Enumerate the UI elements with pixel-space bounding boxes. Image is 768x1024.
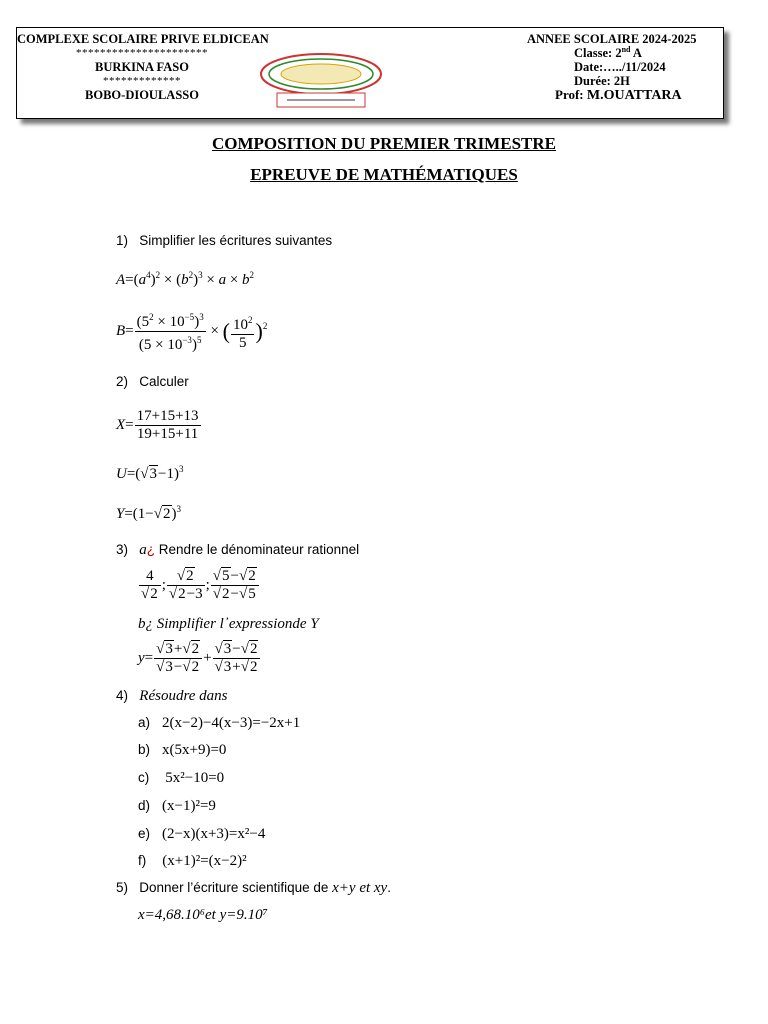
item-equation: (x−1)²=9 — [162, 798, 216, 814]
question-number: 3) — [116, 542, 129, 557]
item-label: c) — [138, 770, 150, 785]
item-equation: x(5x+9)=0 — [162, 742, 227, 758]
separator-stars: ********************** — [76, 47, 208, 59]
part-b-instruction: b¿ Simplifier l᾿expressionde Y — [138, 616, 319, 632]
question-3 — [116, 542, 359, 559]
question-4 — [116, 688, 227, 705]
class-line — [527, 46, 727, 60]
exam-subject: EPREUVE DE MATHÉMATIQUES — [250, 165, 518, 184]
encoding-mark: ¿ — [146, 542, 156, 557]
exam-duration: Durée: 2H — [574, 74, 630, 88]
equation-b — [138, 741, 226, 759]
school-info — [17, 32, 267, 102]
class-label: Classe: 2 — [574, 46, 622, 60]
equation-e — [138, 825, 265, 843]
question-number: 4) — [116, 688, 129, 703]
expression-A: $A=(a^4)^2 \times (b^2)^3 \times a \times b^2$ — [116, 270, 255, 288]
school-logo — [257, 50, 385, 110]
part-a-label: a — [139, 542, 147, 558]
city: BOBO-DIOULASSO — [85, 88, 199, 102]
equation-d — [138, 797, 216, 815]
exam-info — [527, 32, 727, 103]
expression-y: y= $\frac{√3+√2}{√3-√2}$ + $\frac{√3-√2}{√3+√2}$ — [138, 641, 261, 676]
class-suffix: A — [630, 46, 642, 60]
item-label: b) — [138, 742, 151, 757]
equation-c — [138, 769, 224, 787]
school-year: ANNEE SCOLAIRE 2024-2025 — [527, 32, 697, 46]
question-5 — [116, 880, 391, 897]
class-sup: nd — [621, 44, 631, 54]
question-1 — [116, 233, 332, 248]
prof-label: Prof: — [555, 87, 587, 102]
given-values: x=4,68.10⁶et y=9.10⁷ — [138, 907, 268, 923]
fractions-to-rationalize: $\frac{4}{√2}$ ; $\frac{√2}{√2-3}$ ; $\frac{√5-√2}{√2-√5}$ — [138, 568, 260, 603]
item-equation: 5x²−10=0 — [165, 770, 225, 786]
item-label: f) — [138, 853, 147, 868]
question-text: Calculer — [139, 374, 189, 389]
equation-a — [138, 714, 300, 732]
exam-title: COMPOSITION DU PREMIER TRIMESTRE — [212, 134, 556, 153]
expression-Y: $Y=(1-√2)^3$ — [116, 504, 181, 522]
question-number: 2) — [116, 374, 129, 389]
question-text: Donner l’écriture scientifique de — [139, 880, 333, 895]
prof-name: M.OUATTARA — [586, 88, 682, 103]
country: BURKINA FASO — [95, 60, 189, 74]
question-number: 5) — [116, 880, 129, 895]
expression-B: B= $\frac{(5^2 \times 10^{-5})^3}{(5 \times 10^{-3})^5}$ × ( $\frac{10^2}{5}$ )$^2$ — [116, 309, 267, 354]
question-expression: x+y et xy — [332, 880, 388, 896]
question-dot: . — [387, 880, 391, 895]
item-equation: 2(x−2)−4(x−3)=−2x+1 — [162, 715, 301, 731]
expression-X: X= $\frac{17+15+13}{19+15+11}$ — [116, 408, 199, 442]
exam-date: Date:…../11/2024 — [574, 60, 666, 74]
question-text: Rendre le dénominateur rationnel — [158, 542, 360, 557]
separator-stars: ************* — [103, 75, 181, 87]
prof-line — [527, 88, 727, 103]
question-number: 1) — [116, 233, 129, 248]
item-label: a) — [138, 715, 151, 730]
exam-header — [16, 27, 724, 119]
item-label: e) — [138, 826, 151, 841]
school-name: COMPLEXE SCOLAIRE PRIVE ELDICEAN — [17, 32, 269, 46]
expression-U: $U=(√3-1)^3$ — [116, 464, 184, 482]
question-2 — [116, 374, 189, 389]
item-label: d) — [138, 798, 151, 813]
question-text: Simplifier les écritures suivantes — [139, 233, 333, 248]
question-text: Résoudre dans — [139, 688, 228, 704]
item-equation: (x+1)²=(x−2)² — [162, 853, 247, 869]
item-equation: (2−x)(x+3)=x²−4 — [162, 826, 266, 842]
equation-f — [138, 852, 247, 870]
